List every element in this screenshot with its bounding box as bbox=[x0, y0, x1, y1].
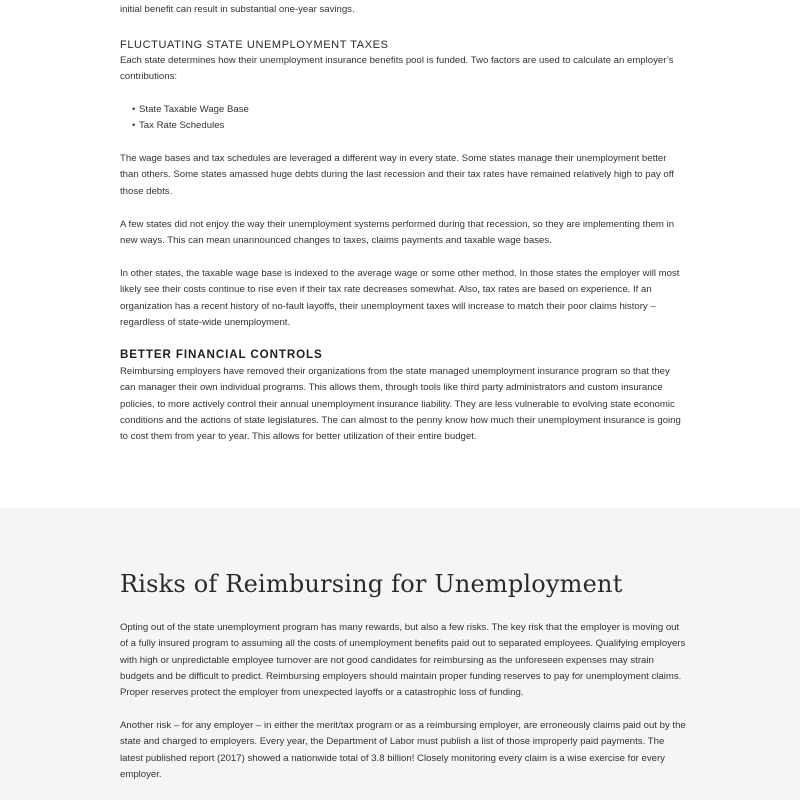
list-item-label: State Taxable Wage Base bbox=[139, 104, 249, 115]
bullet-icon: • bbox=[132, 120, 136, 132]
wage-bases-paragraph: The wage bases and tax schedules are leveraged a different way in every state. Some states manage their unemployment better than others. Some states amassed huge debts during the last recession and their tax rates have remained relatively high to pay off those debts. bbox=[120, 153, 674, 197]
other-states-paragraph: In other states, the taxable wage base is indexed to the average wage or some other method. In those states the employer will most likely see their costs continue to rise even if their tax rate decreases somewhat. Also, tax rates are based on experience. If an organization has a recent history of no-fault layoffs, their unemployment taxes will increase to match their poor claims history – regardless of state-wide unemployment. bbox=[120, 268, 680, 328]
list-item bbox=[132, 118, 439, 134]
list-item bbox=[132, 102, 439, 118]
reimbursing-employers-paragraph: Reimbursing employers have removed their organizations from the state managed unemployment insurance program so that they can manager their own individual programs. This allows them, through tools like third party administrators and custom insurance policies, to more actively control their annual unemployment insurance liability. They are less vulnerable to evolving state economic conditions and the actions of state legislatures. The can almost to the penny know how much their unemployment insurance is going to cost them from year to year. This allows for better utilization of their entire budget. bbox=[120, 366, 681, 443]
few-states-paragraph: A few states did not enjoy the way their unemployment systems performed during that recession, so they are implementing them in new ways. This can mean unannounced changes to taxes, claims payments and taxable wage bases. bbox=[120, 219, 675, 247]
risks-title: Risks of Reimbursing for Unemployment bbox=[120, 570, 623, 598]
risks-section bbox=[0, 508, 800, 800]
list-item-label: Tax Rate Schedules bbox=[139, 120, 225, 132]
opting-out-paragraph: Opting out of the state unemployment program has many rewards, but also a few risks. The key risk that the employer is moving out of a fully insured program to assuming all the costs of unemployment benefits paid out to separated employees. Qualifying employers with high or unpredictable employee turnover are not good candidates for reimbursing as the unforeseen expenses may strain budgets and be difficult to predict. Reimbursing employers should maintain proper funding reserves to pay for unemployment claims. Proper reserves protect the employer from unexpected layoffs or a catastrophic loss of funding. bbox=[120, 622, 686, 699]
fluctuating-taxes-heading: FLUCTUATING STATE UNEMPLOYMENT TAXES bbox=[120, 39, 389, 51]
state-funding-paragraph: Each state determines how their unemployment insurance benefits pool is funded. Two factors are used to calculate an employer’s contributions: bbox=[120, 55, 674, 83]
another-risk-paragraph: Another risk – for any employer – in either the merit/tax program or as a reimbursing employer, are erroneously claims paid out by the state and charged to employers. Every year, the Department of Labor must publish a list of those improperly paid payments. The latest published report (2017) showed a nationwide total of 3.8 billion! Closely monitoring every claim is a wise exercise for every employer. bbox=[120, 720, 686, 780]
factors-list bbox=[120, 102, 439, 135]
intro-paragraph-tail: initial benefit can result in substantial one-year savings. bbox=[120, 4, 355, 15]
bullet-icon: • bbox=[132, 104, 136, 115]
better-financial-controls-heading: BETTER FINANCIAL CONTROLS bbox=[120, 348, 323, 361]
